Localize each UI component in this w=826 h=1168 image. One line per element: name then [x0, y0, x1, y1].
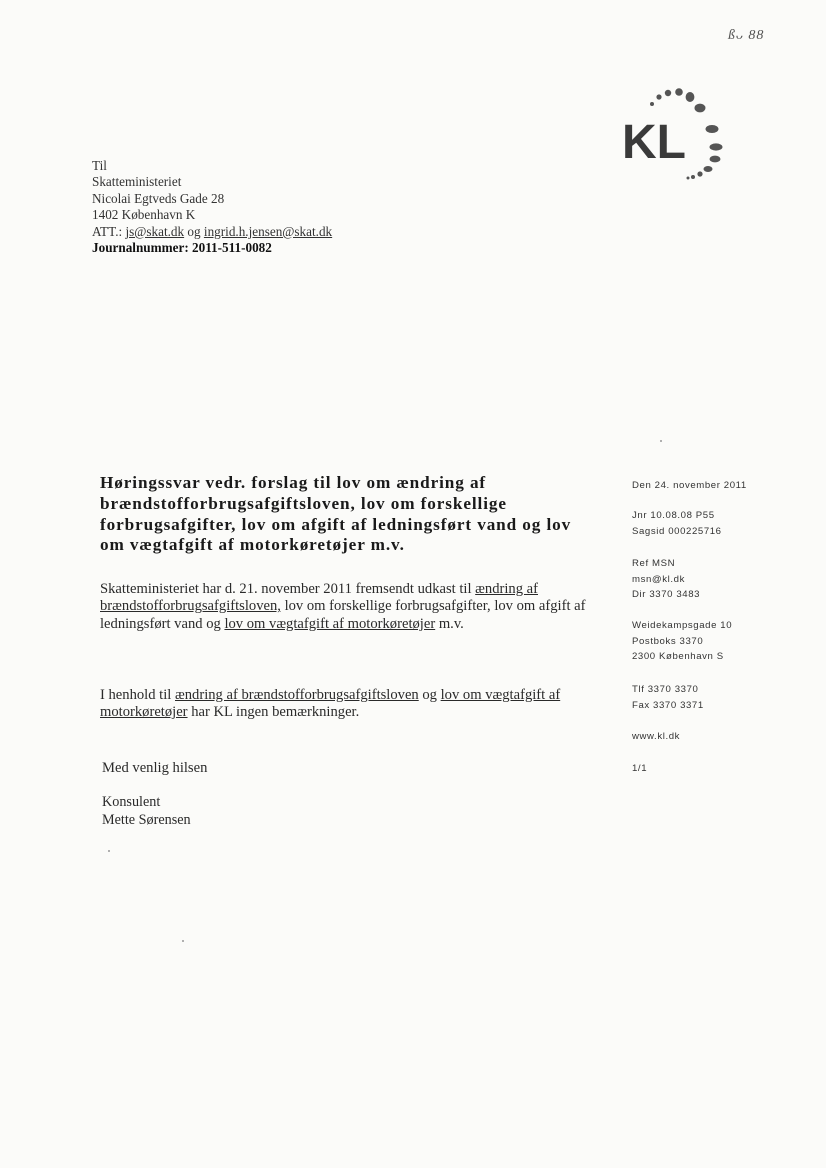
sidebar-email: msn@kl.dk: [632, 573, 685, 585]
sidebar-postbox: Postboks 3370: [632, 635, 704, 647]
sidebar-ref: Ref MSN: [632, 558, 676, 569]
p1-law-link-1: ændring af brændstofforbrugsafgiftsloven,: [100, 581, 538, 615]
p1-law-link-2: lov om vægtafgift af motorkøretøjer: [224, 615, 436, 632]
recipient-city: 1402 København K: [92, 207, 196, 223]
p2-law-link-2: lov om vægtafgift af motorkøretøjer: [100, 687, 561, 721]
p1-text-e: m.v.: [435, 615, 464, 632]
sidebar-street: Weidekampsgade 10: [632, 620, 733, 631]
sidebar-phone: [632, 682, 704, 713]
sidebar-jnr: Jnr 10.08.08 P55: [632, 510, 715, 521]
sidebar-sagsid: Sagsid 000225716: [632, 525, 722, 537]
sidebar-web: www.kl.dk: [632, 731, 681, 742]
sidebar-references: [632, 508, 722, 539]
paragraph-1: [100, 581, 600, 633]
signature-name: Mette Sørensen: [102, 811, 191, 828]
p2-text-c: og: [418, 687, 441, 703]
journal-number: Journalnummer: 2011-511-0082: [92, 240, 272, 256]
logo-text: KL: [622, 116, 686, 169]
sidebar-city: 2300 København S: [632, 651, 724, 663]
att-label: ATT.:: [92, 223, 123, 239]
sidebar-fax: Fax 3370 3371: [632, 699, 704, 711]
p2-text-a: I henhold til: [100, 687, 175, 703]
signature-block: [102, 794, 191, 829]
p1-text-a: Skatteministeriet har d. 21. november 2011 fremsendt udkast til: [100, 581, 476, 597]
sidebar-page: 1/1: [632, 763, 648, 774]
corner-note: ßᴗ 88: [728, 28, 765, 43]
recipient-block: [92, 158, 332, 256]
subject-heading: Høringssvar vedr. forslag til lov om ændring af brændstofforbrugsafgiftsloven, lov om forskellige forbrugsafgifter, lov om afgift af ledningsført vand og lov om vægtafgift af motorkøretøjer m.v.: [100, 473, 572, 555]
recipient-org: Skatteministeriet: [92, 174, 182, 190]
sidebar-contact: [632, 556, 700, 603]
email-link-ingrid[interactable]: ingrid.h.jensen@skat.dk: [203, 223, 333, 239]
scan-speck: [660, 440, 662, 442]
att-conjunction: og: [187, 223, 201, 239]
sidebar-dir: Dir 3370 3483: [632, 589, 701, 601]
kl-logo: [618, 84, 736, 188]
scan-speck: [182, 940, 184, 942]
p2-law-link-1: ændring af brændstofforbrugsafgiftsloven: [175, 687, 419, 703]
p2-text-e: har KL ingen bemærkninger.: [187, 704, 360, 721]
sidebar-date: Den 24. november 2011: [632, 480, 747, 491]
paragraph-2: [100, 687, 600, 722]
closing-line: Med venlig hilsen: [102, 760, 208, 776]
email-link-js[interactable]: js@skat.dk: [125, 223, 185, 239]
recipient-to: Til: [92, 158, 107, 173]
p1-text-c: lov om forskellige forbrugsafgifter, lov om afgift af ledningsført vand og: [100, 598, 586, 632]
recipient-street: Nicolai Egtveds Gade 28: [92, 190, 225, 206]
signature-title: Konsulent: [102, 794, 161, 810]
scan-speck: [108, 850, 110, 852]
recipient-att: [92, 224, 332, 240]
sidebar-tlf: Tlf 3370 3370: [632, 684, 699, 695]
sidebar-address: [632, 618, 732, 665]
